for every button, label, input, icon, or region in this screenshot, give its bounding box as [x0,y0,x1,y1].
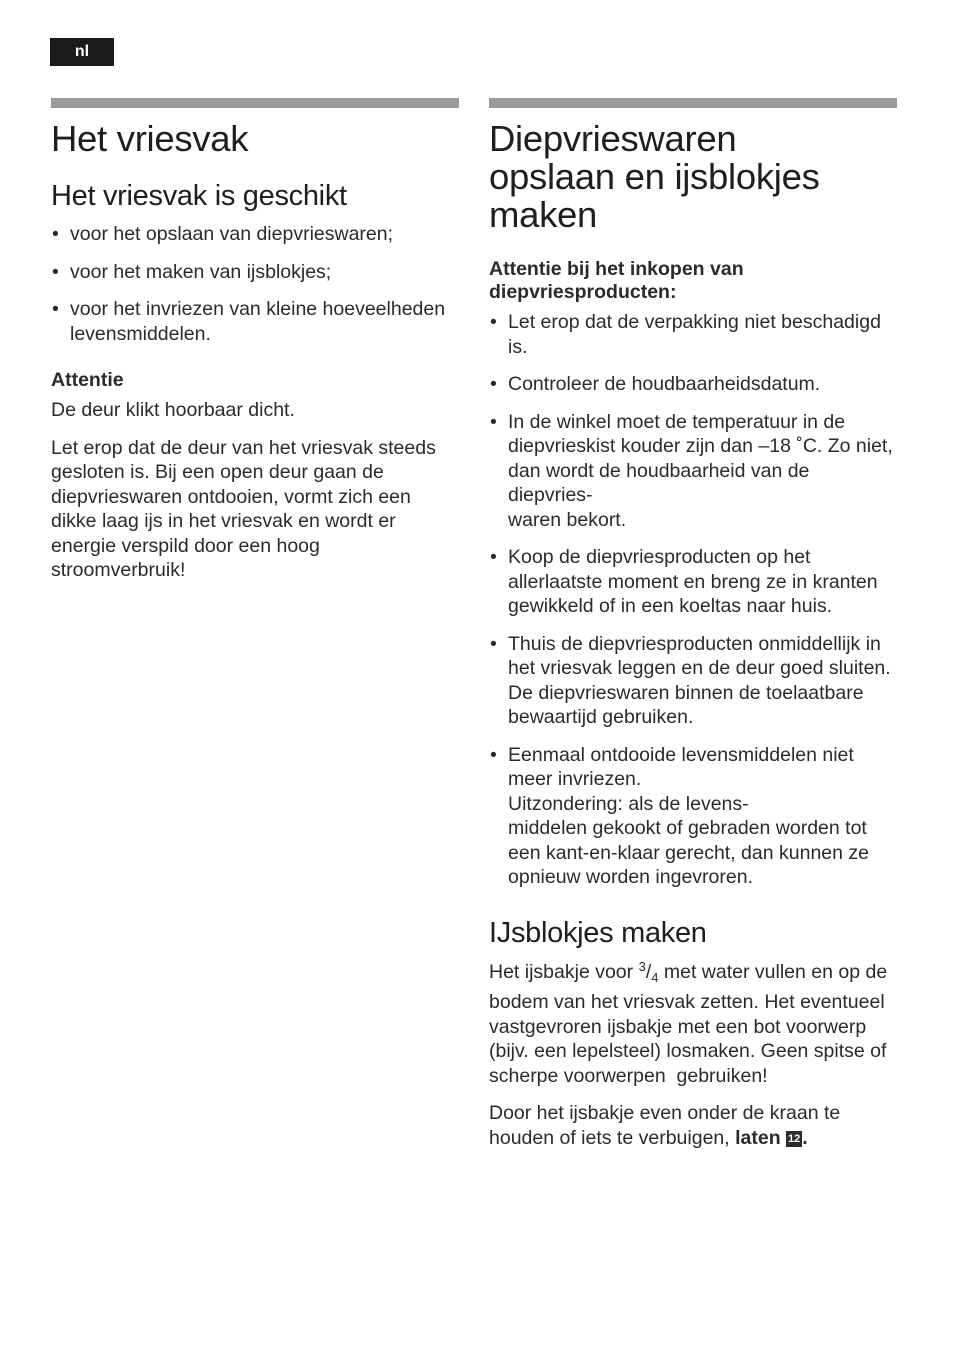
section-title: Het vriesvak [51,118,249,159]
list-item: • Thuis de diepvriesproducten onmiddellijk in het vriesvak leggen en de deur goed sluiten. De diepvrieswaren binnen de toelaatbare bewaartijd gebruiken. [489,632,897,730]
title-line: maken [489,194,598,235]
list-item: • Eenmaal ontdooide levensmiddelen niet meer invriezen. Uitzondering: als de levens- middelen gekookt of gebraden worden tot een kant-en-klaar gerecht, dan kunnen ze opnieuw worden ingevroren. [489,743,897,890]
purchase-tips-list [489,310,897,890]
title-line: opslaan en ijsblokjes [489,156,820,197]
left-column [51,98,459,583]
right-column [489,98,897,1150]
section-rule [489,98,897,108]
suitability-list [51,222,459,346]
attention-text: De deur klikt hoorbaar dicht. [51,399,295,421]
section-title [489,120,897,234]
figure-reference-badge: 12 [788,1132,801,1145]
section-subtitle: Het vriesvak is geschikt [51,180,347,212]
attention-label: Attentie [51,369,124,391]
title-line: Diepvrieswaren [489,118,737,159]
door-paragraph: Let erop dat de deur van het vriesvak steeds gesloten is. Bij een open deur gaan de diepvrieswaren ontdooien, vormt zich een dikke laag ijs in het vriesvak en wordt er energie verspild door een hoog stroomverbruik! [51,436,436,581]
ice-paragraph-2: Door het ijsbakje even onder de kraan te houden of iets te verbuigen, laten 12 . [489,1102,841,1149]
list-item: • Koop de diepvriesproducten op het allerlaatste moment en breng ze in kranten gewikkeld of in een koeltas naar huis. [489,545,897,619]
section-rule [51,98,459,108]
ice-cubes-title: IJsblokjes maken [489,916,707,949]
list-item: • Controleer de houdbaarheidsdatum. [489,372,897,397]
list-item: • voor het invriezen van kleine hoeveelheden levensmiddelen. [51,297,459,346]
language-tab: nl [50,38,114,66]
ice-paragraph-1: Het ijsbakje voor $^3/_4$ met water vullen en op de bodem van het vriesvak zetten. Het eventueel vastgevroren ijsbakje met een bot voorwerp (bijv. een lepelsteel) losmaken. Geen spitse of scherpe voorwerpen gebruiken! [489,958,888,1087]
list-item: • Let erop dat de verpakking niet beschadigd is. [489,310,897,359]
purchase-attention-heading: Attentie bij het inkopen van diepvriesproducten: [489,258,744,303]
list-item: • In de winkel moet de temperatuur in de diepvrieskist kouder zijn dan –18 ˚C. Zo niet, dan wordt de houdbaarheid van de diepvries- waren bekort. [489,410,897,533]
list-item: • voor het opslaan van diepvrieswaren; [51,222,459,247]
list-item: • voor het maken van ijsblokjes; [51,260,459,285]
